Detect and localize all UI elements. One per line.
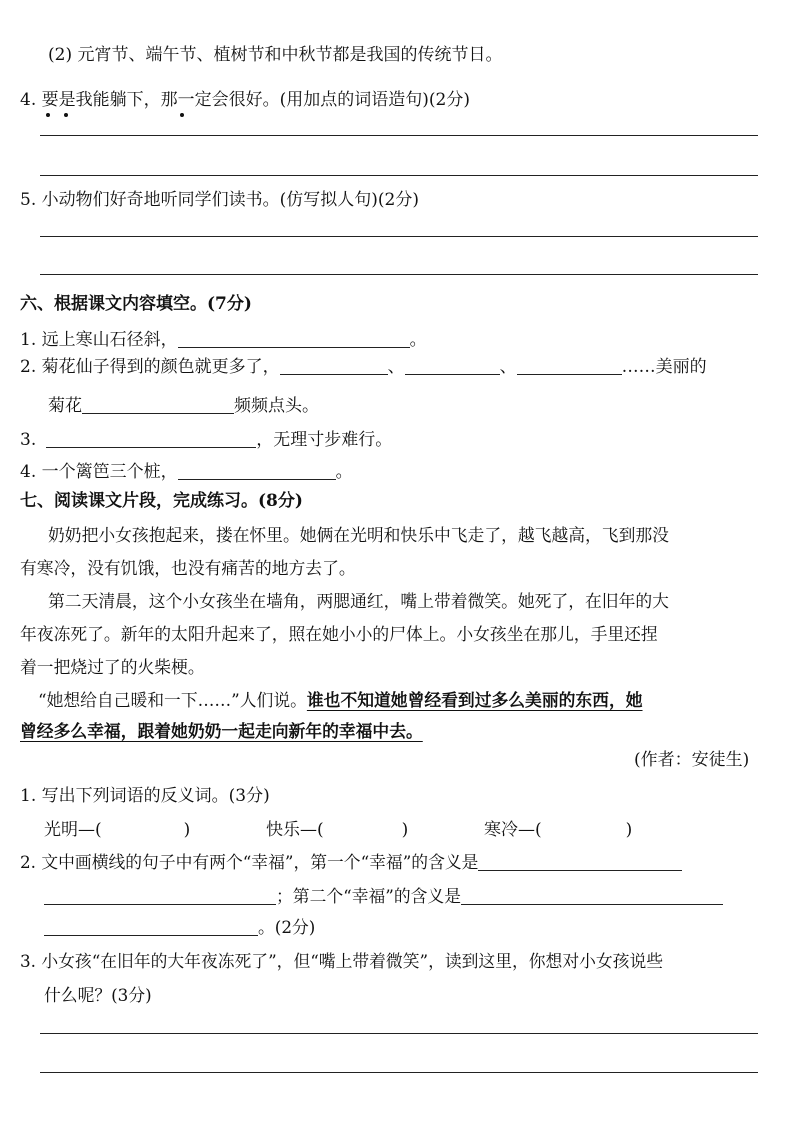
question-6-1: [20, 330, 427, 349]
question-text: ，无理寸步难行。: [256, 430, 393, 450]
question-6-2-line2: [48, 396, 319, 415]
antonym-label: 光明—(: [44, 820, 102, 840]
answer-line[interactable]: [40, 135, 758, 136]
question-text: 2. 文中画横线的句子中有两个“幸福”，第一个“幸福”的含义是: [20, 852, 479, 872]
author-credit: (作者：安徒生): [634, 750, 750, 770]
question-5-5: 5. 小动物们好奇地听同学们读书。(仿写拟人句)(2分): [20, 190, 419, 210]
fill-blank[interactable]: [46, 430, 256, 448]
paren: ): [401, 820, 409, 840]
paren: ): [625, 820, 633, 840]
fill-blank[interactable]: [44, 887, 276, 905]
question-7-2-line2: [44, 887, 723, 905]
answer-line[interactable]: [40, 274, 758, 275]
fill-blank[interactable]: [82, 396, 234, 414]
fill-blank[interactable]: [517, 357, 622, 375]
answer-line[interactable]: [40, 1033, 758, 1034]
question-text: ；第二个“幸福”的含义是: [276, 886, 461, 906]
antonym-label: 寒冷—(: [484, 820, 542, 840]
passage-line: 年夜冻死了。新年的太阳升起来了，照在她小小的尸体上。小女孩坐在那儿，手里还捏: [20, 624, 658, 644]
question-text: 1. 远上寒山石径斜，: [20, 330, 178, 350]
emphasis-dot: [64, 113, 68, 117]
answer-line[interactable]: [40, 236, 758, 237]
answer-line[interactable]: [40, 175, 758, 176]
question-text: ……美丽的: [621, 357, 707, 377]
question-text: 。: [335, 462, 353, 482]
question-7-3: 3. 小女孩“在旧年的大年夜冻死了”，但“嘴上带着微笑”，读到这里，你想对小女孩说些: [20, 951, 664, 971]
question-text: 2. 菊花仙子得到的颜色就更多了，: [20, 357, 280, 377]
antonym-item: [266, 822, 408, 839]
question-text: 、: [499, 357, 517, 377]
passage-line: 有寒冷，没有饥饿，也没有痛苦的地方去了。: [20, 558, 356, 578]
fill-blank[interactable]: [461, 887, 723, 905]
fill-blank[interactable]: [405, 357, 500, 375]
antonym-label: 快乐—(: [266, 820, 324, 840]
antonym-item: [484, 822, 632, 839]
question-text: 4. 一个篱笆三个桩，: [20, 462, 178, 482]
passage-line: 奶奶把小女孩抱起来，搂在怀里。她俩在光明和快乐中飞走了，越飞越高，飞到那没: [48, 525, 669, 545]
question-7-1: 1. 写出下列词语的反义词。(3分): [20, 786, 270, 806]
section-7-heading: 七、阅读课文片段，完成练习。(8分): [20, 491, 303, 511]
question-6-4: [20, 462, 353, 481]
fill-blank[interactable]: [280, 357, 388, 375]
question-text: 。: [409, 330, 427, 350]
question-text: 3.: [20, 430, 37, 450]
question-text: 。(2分): [258, 917, 316, 937]
question-text: 、: [387, 357, 405, 377]
answer-line[interactable]: [40, 1072, 758, 1073]
question-text: 频频点头。: [234, 396, 319, 416]
paren: ): [183, 820, 191, 840]
passage-line: [38, 692, 643, 709]
question-7-2: [20, 853, 682, 871]
emphasis-dot: [180, 113, 184, 117]
question-6-2: [20, 357, 707, 376]
section-6-heading: 六、根据课文内容填空。(7分): [20, 294, 252, 314]
question-text: 菊花: [48, 396, 82, 416]
sentence-item-2: (2) 元宵节、端午节、植树节和中秋节都是我国的传统节日。: [48, 45, 503, 65]
question-6-3: [20, 430, 392, 449]
emphasis-dot: [46, 113, 50, 117]
question-5-4: 4. 要是我能躺下，那一定会很好。(用加点的词语造句)(2分): [20, 90, 470, 110]
fill-blank[interactable]: [178, 462, 336, 480]
fill-blank[interactable]: [44, 918, 258, 936]
passage-quote: “她想给自己暖和一下……”人们说。: [38, 690, 307, 710]
passage-line: 着一把烧过了的火柴梗。: [20, 657, 205, 677]
fill-blank[interactable]: [478, 853, 682, 871]
fill-blank[interactable]: [178, 330, 410, 348]
passage-line: 第二天清晨，这个小女孩坐在墙角，两腮通红，嘴上带着微笑。她死了，在旧年的大: [48, 591, 669, 611]
underlined-sentence: 曾经多么幸福，跟着她奶奶一起走向新年的幸福中去。: [20, 721, 423, 741]
antonym-item: [44, 822, 190, 839]
question-7-3-line2: 什么呢？(3分): [44, 985, 152, 1005]
question-7-2-line3: [44, 918, 315, 936]
underlined-sentence: 谁也不知道她曾经看到过多么美丽的东西，她: [306, 690, 643, 710]
